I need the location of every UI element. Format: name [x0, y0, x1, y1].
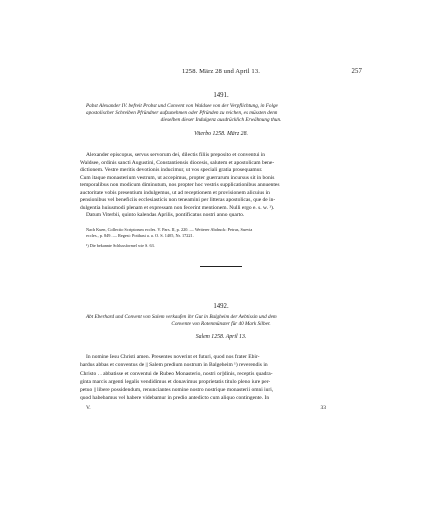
body-line: Alexander episcopus, servus servorum dei, dilectis filiis preposito et conventui in [86, 152, 266, 158]
page-number: 257 [351, 68, 362, 75]
entry-1491-source-notes [80, 227, 362, 238]
body-line: Waldsee, ordinis sancti Augustini, Constantiensis diocesis, salutem et apostolicam bene- [80, 159, 275, 166]
body-line: hardus abbas et conventus de || Salem predium nostrum in Balgeheim ¹) reverendis in [80, 362, 268, 369]
body-line: pensionibus vel beneficiis ecclesiasticis non teneamini per litteras apostolicas, que de in- [80, 197, 276, 203]
summary-line: Pabst Alexander IV. befreit Probst und Convent von Waldsee von der Verpflichtung, in Folge [86, 103, 278, 109]
entry-1491-summary [80, 103, 362, 124]
entry-1492-dateline: Salem 1258. April 13. [195, 334, 247, 340]
running-head-title: 1258. März 28 und April 13. [182, 68, 260, 75]
source-note-line: eccles., p. 849. — Regest: Potthast a. a. O. S. 1405, Nr. 17221. [86, 232, 194, 238]
source-note-line: Nach Kuen, Collectio Scriptorum eccles. V. Pars. II, p. 220. — Weiterer Abdruck: Petrus, Suevia [86, 227, 253, 232]
body-line: quod habebamus vel habere videbamur in predio antedicto cum aliquo contingente. In [80, 395, 270, 402]
summary-line: Convente von Rotenmünster für 40 Mark Silber. [171, 320, 271, 327]
signature-mark: V. [86, 405, 91, 411]
summary-line: Abt Eberhard und Convent von Salem verkaufen ihr Gut in Balgheim der Aebtissin und dem [86, 314, 277, 320]
body-line: dictionem. Vestre meritis devotionis inducimur, ut vos speciali gratia prosequamur. [80, 167, 263, 173]
summary-line: dieselben dieser Indulgenz ausdrücklich Erwähnung thun. [160, 116, 282, 123]
entry-1492-body [80, 353, 362, 403]
entry-number-1492: 1492. [213, 303, 229, 310]
entry-1492-summary [80, 314, 362, 328]
summary-line: apostolischer Schreiben Pfründner aufzunehmen oder Pfründen zu reichen, es müssten denn [86, 109, 278, 116]
body-line: Christo . . abbatisse et conventui de Rubeo Monasterio, nostri or||dinis, receptis quadra- [80, 370, 273, 377]
body-line: auctoritate vobis presentium indulgemus, ut ad receptionem et provisionem alicuius in [80, 189, 270, 196]
section-divider [200, 266, 242, 267]
body-line: ginta marcis argenti legalis vendidimus et donavimus proprietatis titulo pleno iure per- [80, 378, 271, 385]
closing-line: Datum Viterbii, quinto kalendas Aprilis, pontificatus nostri anno quarto. [86, 212, 245, 218]
body-line: petuo || libere possidendum, renunciantes nomine nostro nostrique monasterii omni iuri, [80, 387, 274, 394]
entry-number-1491: 1491. [213, 92, 229, 99]
sheet-number: 33 [320, 405, 326, 411]
body-line: dulgentia huiusmodi plenam et expressam non fecerint mentionem. Nulli ergo e. s. w. ¹). [80, 204, 275, 211]
entry-1491-dateline: Viterbo 1258. März 28. [194, 131, 248, 137]
entry-1491-body [80, 152, 362, 220]
body-line: Cum itaque monasterium vestrum, ut accepimus, propter guerrarum incursus sit in bonis [80, 174, 275, 181]
entry-1491-footnote: ¹) Die bekannte Schlussformel wie S. 63. [86, 243, 155, 248]
body-line: temporalibus non modicum diminutum, nos propter hoc vestris supplicationibus annuentes [80, 182, 280, 188]
body-line: In nomine Iesu Christi amen. Presentes noverint et futuri, quod nos frater Ebir- [86, 354, 260, 360]
